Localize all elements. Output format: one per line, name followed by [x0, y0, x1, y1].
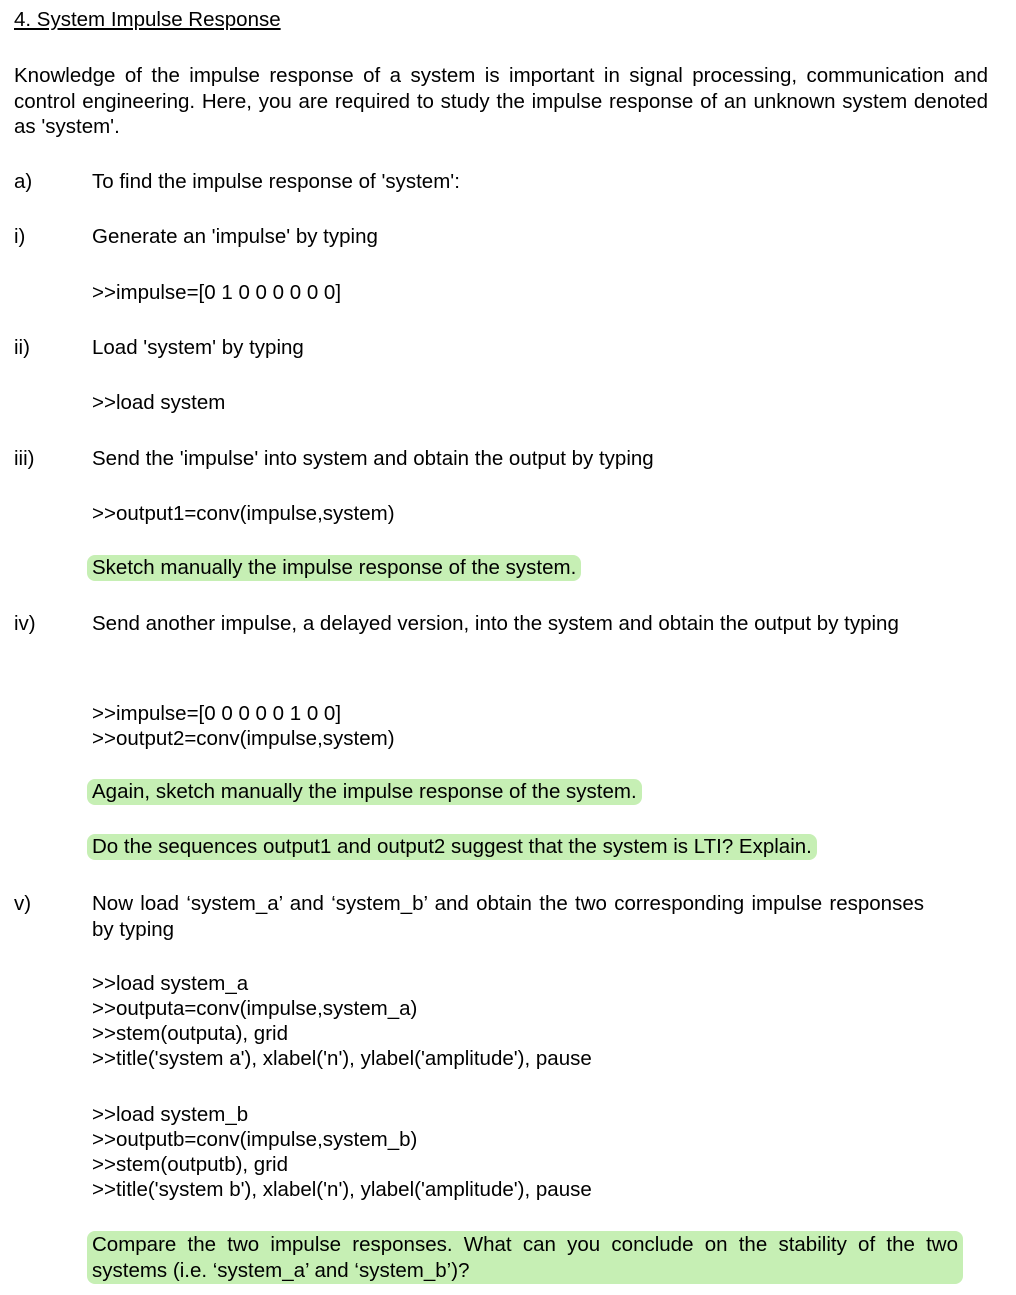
code-line: >>impulse=[0 0 0 0 0 1 0 0] — [92, 702, 342, 725]
code-line: >>outputb=conv(impulse,system_b) — [92, 1128, 418, 1151]
code-line: >>load system_b — [92, 1103, 249, 1126]
step-i-code: >>impulse=[0 1 0 0 0 0 0 0] — [92, 281, 342, 304]
step-iv-task2-highlight: Do the sequences output1 and output2 suggest that the system is LTI? Explain. — [87, 834, 817, 860]
step-iv-task1-highlight: Again, sketch manually the impulse response of the system. — [87, 779, 642, 805]
step-iii-code: >>output1=conv(impulse,system) — [92, 502, 395, 525]
step-ii-label: ii) — [14, 336, 30, 359]
step-ii-text: Load 'system' by typing — [92, 336, 304, 359]
code-line: >>stem(outputa), grid — [92, 1022, 288, 1045]
part-a-label: a) — [14, 170, 33, 193]
part-a-text: To find the impulse response of 'system': — [92, 170, 460, 193]
step-v-code-a — [92, 971, 592, 1071]
step-iii-label: iii) — [14, 447, 35, 470]
step-v-task-highlight: Compare the two impulse responses. What can you conclude on the stability of the two systems (i.e. ‘system_a’ and ‘system_b’)? — [87, 1231, 963, 1284]
step-ii-code: >>load system — [92, 391, 226, 414]
code-line: >>load system_a — [92, 972, 249, 995]
code-line: >>title('system b'), xlabel('n'), ylabel('amplitude'), pause — [92, 1178, 592, 1201]
step-iii-task-highlight: Sketch manually the impulse response of the system. — [87, 555, 581, 581]
step-v-text: Now load ‘system_a’ and ‘system_b’ and obtain the two corresponding impulse responses by typing — [92, 892, 924, 941]
step-v-label: v) — [14, 892, 32, 915]
intro-paragraph: Knowledge of the impulse response of a system is important in signal processing, communication and control engineering. Here, you are required to study the impulse response of an unknown system denoted as 'system'. — [14, 64, 988, 138]
section-title: 4. System Impulse Response — [14, 8, 281, 31]
step-iii-text: Send the 'impulse' into system and obtain the output by typing — [92, 447, 654, 470]
code-line: >>outputa=conv(impulse,system_a) — [92, 997, 418, 1020]
step-i-text: Generate an 'impulse' by typing — [92, 225, 378, 248]
code-line: >>stem(outputb), grid — [92, 1153, 288, 1176]
step-i-label: i) — [14, 225, 26, 248]
code-line: >>output2=conv(impulse,system) — [92, 727, 395, 750]
step-iv-text: Send another impulse, a delayed version, into the system and obtain the output by typing — [92, 612, 899, 635]
step-iv-label: iv) — [14, 612, 36, 635]
step-v-code-b — [92, 1102, 592, 1202]
code-line: >>title('system a'), xlabel('n'), ylabel('amplitude'), pause — [92, 1047, 592, 1070]
step-iv-code — [92, 701, 395, 751]
